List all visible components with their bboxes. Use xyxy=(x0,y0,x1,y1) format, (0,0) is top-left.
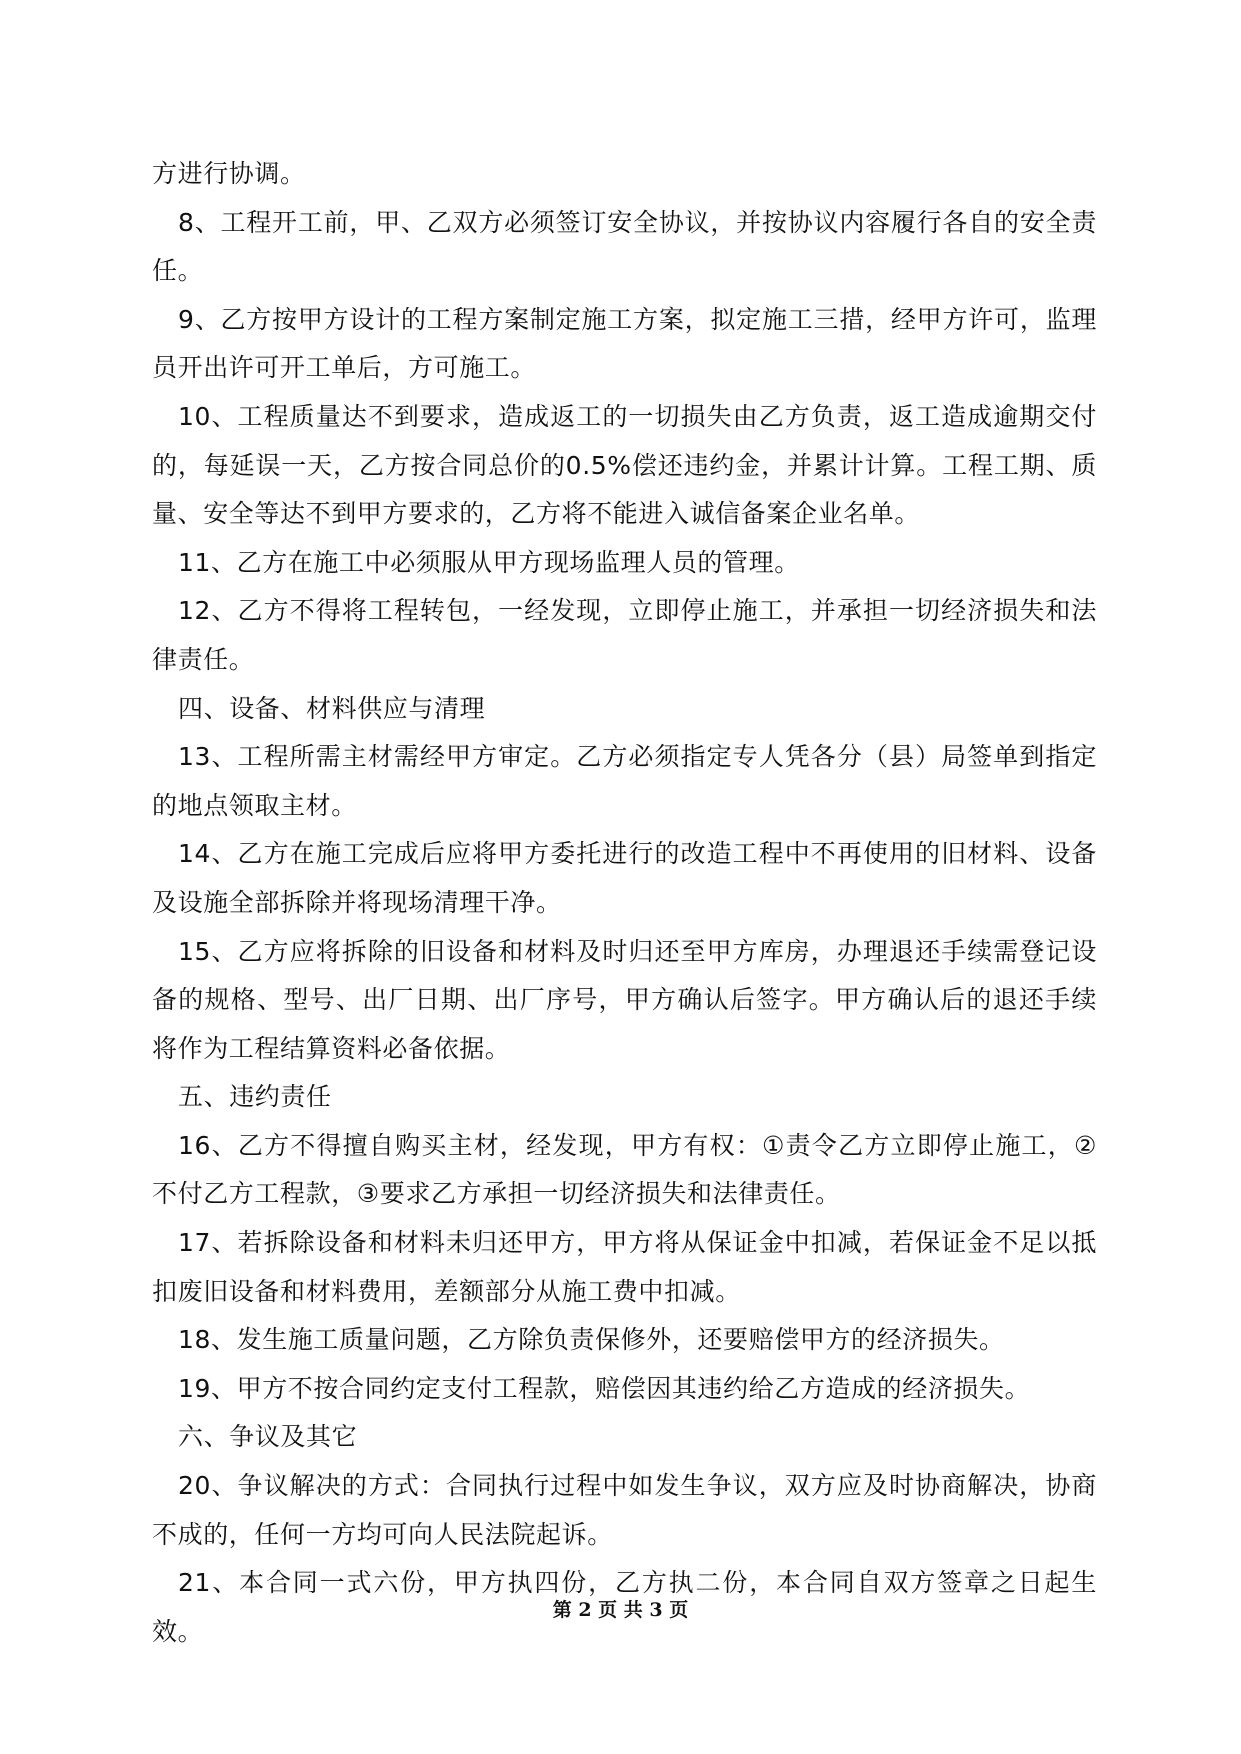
page-number-footer: 第 2 页 共 3 页 xyxy=(552,1599,689,1621)
clause-8: 8、工程开工前，甲、乙双方必须签订安全协议，并按协议内容履行各自的安全责任。 xyxy=(152,207,1097,286)
contract-body xyxy=(152,150,1097,1656)
clause-18: 18、发生施工质量问题，乙方除负责保修外，还要赔偿甲方的经济损失。 xyxy=(178,1325,1005,1355)
clause-14: 14、乙方在施工完成后应将甲方委托进行的改造工程中不再使用的旧材料、设备及设施全部拆除并将现场清理干净。 xyxy=(152,839,1097,917)
section-heading-liability: 五、违约责任 xyxy=(178,1082,332,1112)
paragraph-continuation: 方进行协调。 xyxy=(152,159,306,188)
clause-13: 13、工程所需主材需经甲方审定。乙方必须指定专人凭各分（县）局签单到指定的地点领取主材。 xyxy=(152,742,1097,820)
clause-10: 10、工程质量达不到要求，造成返工的一切损失由乙方负责，返工造成逾期交付的，每延误一天，乙方按合同总价的0.5%偿还违约金，并累计计算。工程工期、质量、安全等达不到甲方要求的，乙方将不能进入诚信备案企业名单。 xyxy=(152,401,1097,529)
clause-11: 11、乙方在施工中必须服从甲方现场监理人员的管理。 xyxy=(178,547,800,577)
clause-21: 21、本合同一式六份，甲方执四份，乙方执二份，本合同自双方签章之日起生效。 xyxy=(152,1568,1097,1646)
clause-19: 19、甲方不按合同约定支付工程款，赔偿因其违约给乙方造成的经济损失。 xyxy=(178,1373,1031,1403)
clause-20: 20、争议解决的方式：合同执行过程中如发生争议，双方应及时协商解决，协商不成的，任何一方均可向人民法院起诉。 xyxy=(152,1471,1097,1549)
clause-17: 17、若拆除设备和材料未归还甲方，甲方将从保证金中扣减，若保证金不足以抵扣废旧设备和材料费用，差额部分从施工费中扣减。 xyxy=(152,1228,1097,1306)
clause-16: 16、乙方不得擅自购买主材，经发现，甲方有权：①责令乙方立即停止施工，②不付乙方工程款，③要求乙方承担一切经济损失和法律责任。 xyxy=(152,1130,1097,1209)
section-heading-equipment-materials: 四、设备、材料供应与清理 xyxy=(178,693,486,723)
clause-12: 12、乙方不得将工程转包，一经发现，立即停止施工，并承担一切经济损失和法律责任。 xyxy=(152,596,1097,674)
section-heading-disputes: 六、争议及其它 xyxy=(178,1422,358,1452)
clause-15: 15、乙方应将拆除的旧设备和材料及时归还至甲方库房，办理退还手续需登记设备的规格、型号、出厂日期、出厂序号，甲方确认后签字。甲方确认后的退还手续将作为工程结算资料必备依据。 xyxy=(152,936,1097,1063)
clause-9: 9、乙方按甲方设计的工程方案制定施工方案，拟定施工三措，经甲方许可，监理员开出许可开工单后，方可施工。 xyxy=(152,304,1097,383)
